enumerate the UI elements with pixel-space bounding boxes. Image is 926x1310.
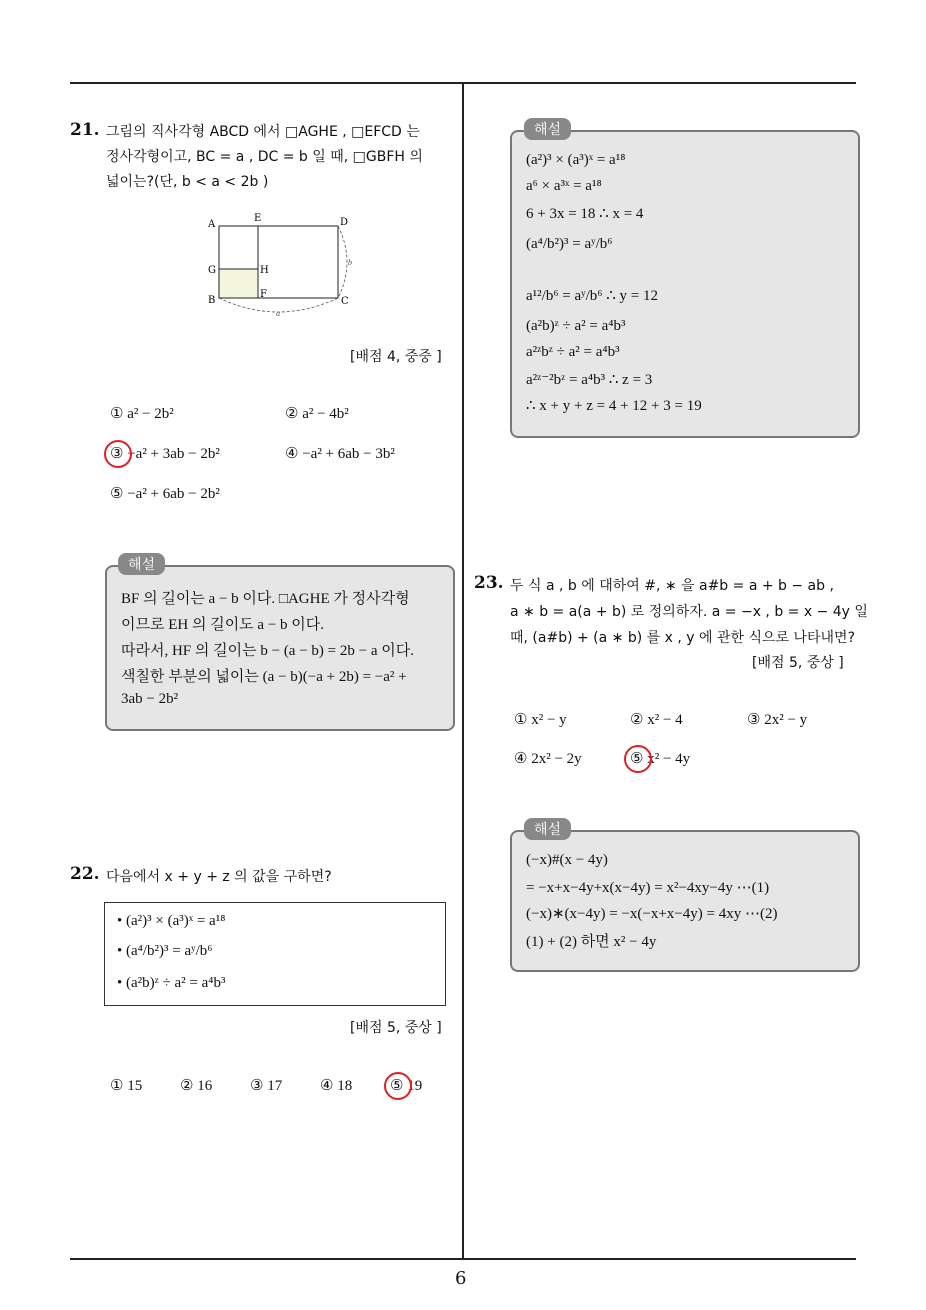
q21-option-3[interactable]: ③ −a² + 3ab − 2b²	[110, 446, 220, 462]
q23-number: 23.	[474, 573, 504, 593]
q23-option-2[interactable]: ② x² − 4	[630, 712, 683, 728]
q22-solution-line8: a²ᶻ⁻²bᶻ = a⁴b³ ∴ z = 3	[526, 372, 653, 388]
q22-solution-line7: a²ᶻbᶻ ÷ a² = a⁴b³	[526, 344, 620, 360]
label-F: F	[260, 289, 267, 300]
q21-option-5[interactable]: ⑤ −a² + 6ab − 2b²	[110, 486, 220, 502]
q22-score: [배점 5, 중상 ]	[350, 1020, 442, 1036]
q21-solution-line1: BF 의 길이는 a − b 이다. □AGHE 가 정사각형	[121, 591, 410, 607]
label-D: D	[340, 217, 349, 228]
q21-number: 21.	[70, 120, 100, 140]
q23-option-1[interactable]: ① x² − y	[514, 712, 567, 728]
q23-solution-line3: (−x)∗(x−4y) = −x(−x+x−4y) = 4xy ⋯(2)	[526, 906, 778, 922]
q21-solution-line5: 3ab − 2b²	[121, 691, 179, 707]
column-divider	[462, 82, 464, 1260]
label-C: C	[341, 296, 349, 307]
q22-solution-line3: 6 + 3x = 18 ∴ x = 4	[526, 206, 644, 222]
q23-solution-box	[510, 830, 860, 972]
q23-score: [배점 5, 중상 ]	[752, 655, 844, 671]
page-number: 6	[455, 1268, 467, 1289]
label-E: E	[254, 213, 262, 224]
q22-option-3[interactable]: ③ 17	[250, 1078, 283, 1094]
q21-option-2[interactable]: ② a² − 4b²	[285, 406, 349, 422]
q22-solution-line9: ∴ x + y + z = 4 + 12 + 3 = 19	[526, 398, 702, 414]
q21-solution-line3: 따라서, HF 의 길이는 b − (a − b) = 2b − a 이다.	[121, 643, 414, 659]
label-a: a	[276, 309, 280, 318]
q23-solution-line1: (−x)#(x − 4y)	[526, 852, 608, 868]
shaded-region	[219, 269, 258, 298]
q22-number: 22.	[70, 864, 100, 884]
q21-solution-line2: 이므로 EH 의 길이도 a − b 이다.	[121, 617, 325, 633]
q23-solution-tag: 해설	[524, 818, 571, 840]
q21-text-line1: 그림의 직사각형 ABCD 에서 □AGHE , □EFCD 는	[106, 124, 420, 140]
q22-condition-box	[104, 902, 446, 1006]
q22-solution-line1: (a²)³ × (a³)ˣ = a¹⁸	[526, 152, 626, 168]
q21-score: [배점 4, 중중 ]	[350, 349, 442, 365]
q21-option-4[interactable]: ④ −a² + 6ab − 3b²	[285, 446, 395, 462]
q22-solution-box	[510, 130, 860, 438]
q22-condition-3: • (a²b)ᶻ ÷ a² = a⁴b³	[117, 975, 226, 991]
q23-option-5[interactable]: ⑤ x² − 4y	[630, 751, 691, 767]
q22-option-4[interactable]: ④ 18	[320, 1078, 353, 1094]
q21-solution-box	[105, 565, 455, 731]
q22-condition-1: • (a²)³ × (a³)ˣ = a¹⁸	[117, 913, 226, 929]
q22-solution-tag: 해설	[524, 118, 571, 140]
q23-solution-line2: = −x+x−4y+x(x−4y) = x²−4xy−4y ⋯(1)	[526, 880, 770, 896]
q21-solution-tag: 해설	[118, 553, 165, 575]
q22-solution-line6: (a²b)ᶻ ÷ a² = a⁴b³	[526, 318, 626, 334]
bottom-rule	[70, 1258, 856, 1260]
label-b: b	[348, 258, 352, 267]
q22-condition-2: • (a⁴/b²)³ = aʸ/b⁶	[117, 943, 213, 959]
label-H: H	[260, 265, 269, 276]
q23-solution-line4: (1) + (2) 하면 x² − 4y	[526, 934, 657, 950]
q22-option-2[interactable]: ② 16	[180, 1078, 213, 1094]
q21-text-line2: 정사각형이고, BC = a , DC = b 일 때, □GBFH 의	[106, 149, 423, 165]
q23-option-4[interactable]: ④ 2x² − 2y	[514, 751, 582, 767]
q22-option-5[interactable]: ⑤ 19	[390, 1078, 423, 1094]
q22-solution-line5: a¹²/b⁶ = aʸ/b⁶ ∴ y = 12	[526, 288, 659, 304]
label-G: G	[208, 265, 216, 276]
arc-b	[338, 226, 347, 298]
q23-option-3[interactable]: ③ 2x² − y	[747, 712, 808, 728]
q21-solution-line4: 색칠한 부분의 넓이는 (a − b)(−a + 2b) = −a² +	[121, 669, 407, 685]
q22-solution-line4: (a⁴/b²)³ = aʸ/b⁶	[526, 236, 613, 252]
label-B: B	[208, 295, 216, 306]
q23-text-line3: 때, (a#b) + (a ∗ b) 를 x , y 에 관한 식으로 나타내면?	[510, 630, 856, 646]
q21-option-1[interactable]: ① a² − 2b²	[110, 406, 174, 422]
q21-text-line3: 넓이는?(단, b < a < 2b )	[106, 174, 269, 190]
q23-text-line2: a ∗ b = a(a + b) 로 정의하자. a = −x , b = x − 4y 일	[510, 604, 868, 620]
q21-answer-circle	[104, 440, 132, 468]
label-A: A	[208, 219, 216, 230]
q22-option-1[interactable]: ① 15	[110, 1078, 143, 1094]
q23-text-line1: 두 식 a , b 에 대하여 #, ∗ 을 a#b = a + b − ab ,	[510, 578, 834, 594]
q21-figure	[200, 208, 360, 318]
q23-answer-circle	[624, 745, 652, 773]
q22-text: 다음에서 x + y + z 의 값을 구하면?	[106, 869, 332, 885]
q22-solution-line2: a⁶ × a³ˣ = a¹⁸	[526, 178, 602, 194]
q22-answer-circle	[384, 1072, 412, 1100]
